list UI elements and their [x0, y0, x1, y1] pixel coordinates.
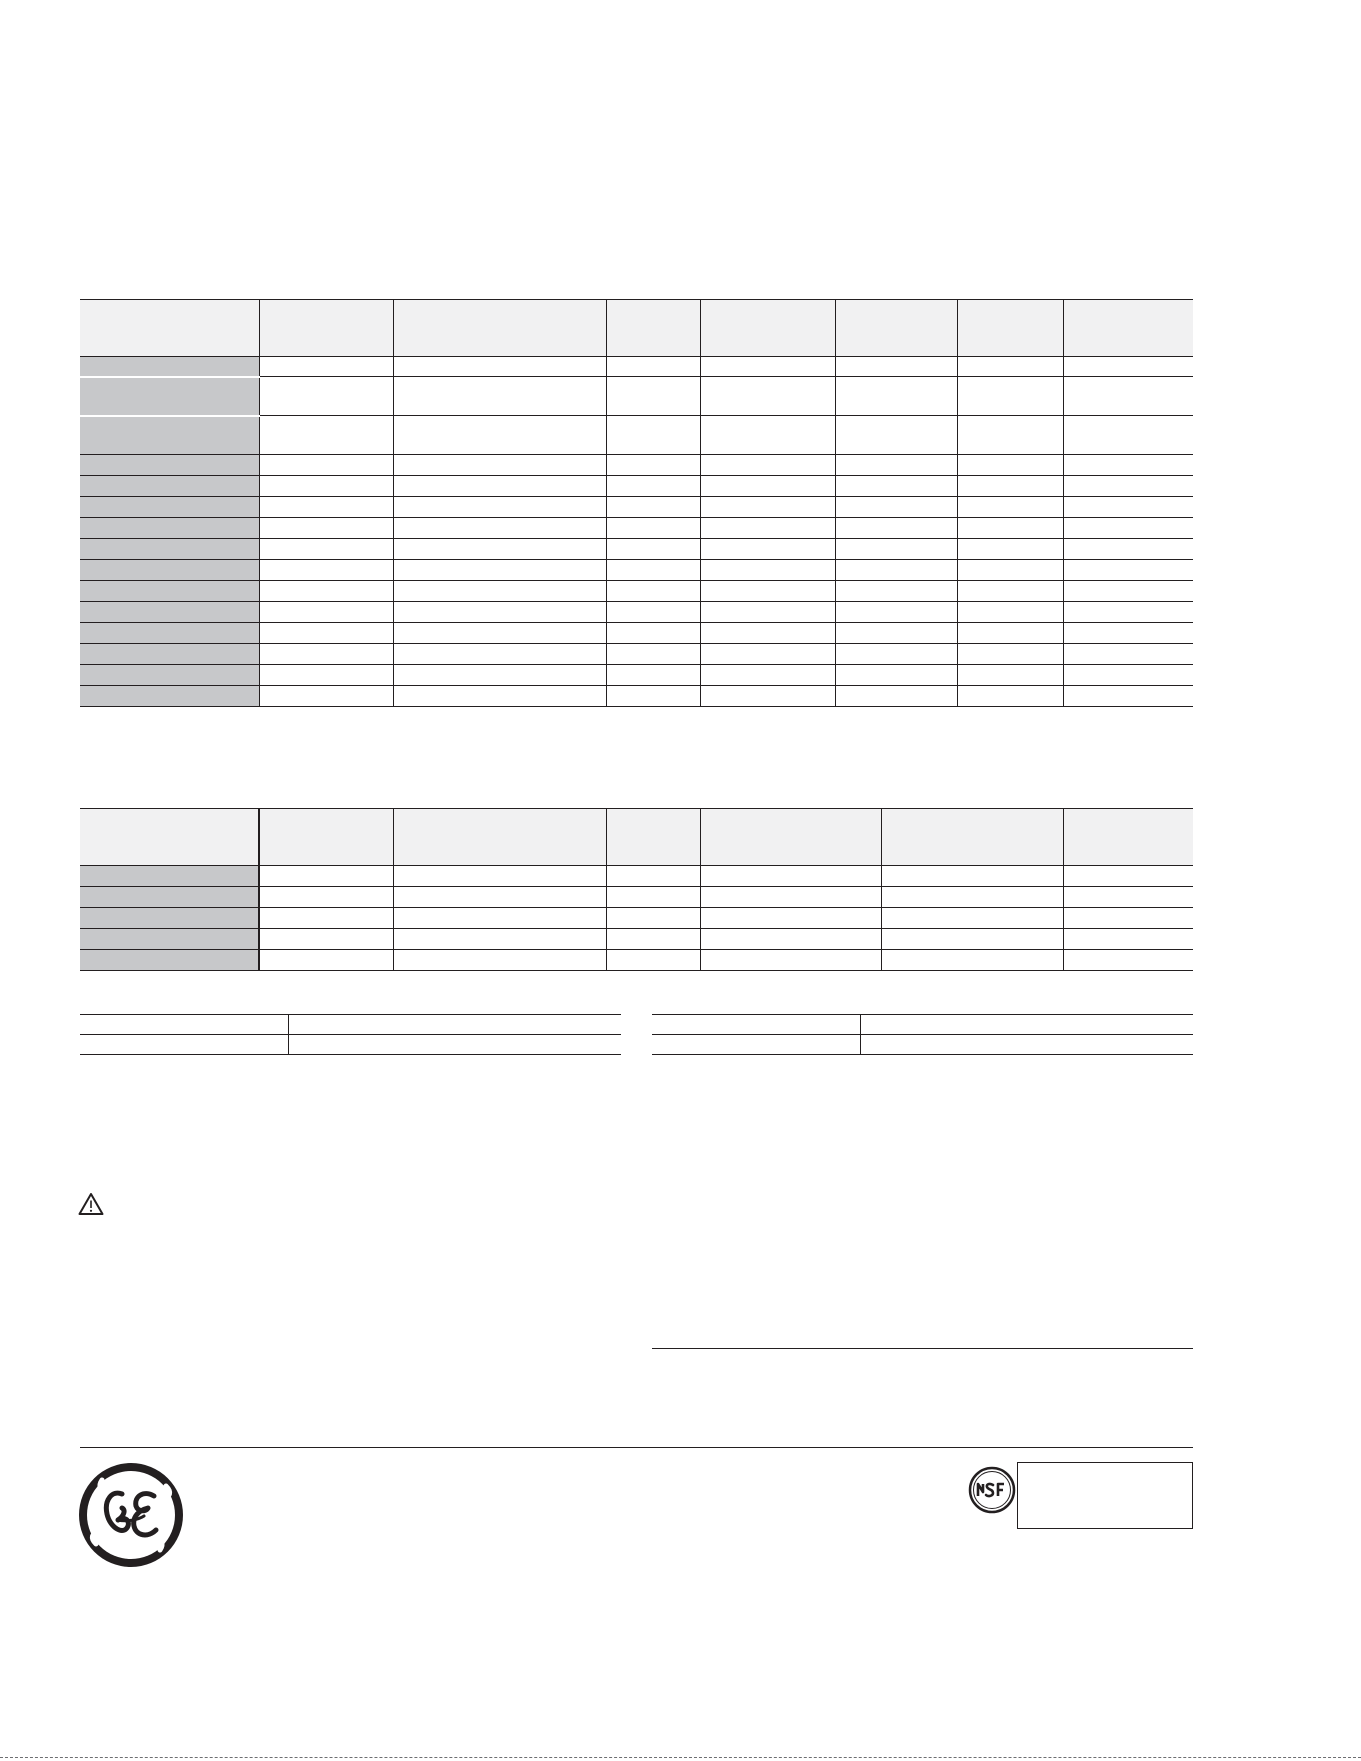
table-row [652, 1035, 1193, 1055]
table-row [80, 416, 1193, 455]
table-row [80, 929, 1193, 950]
table-row [80, 950, 1193, 971]
table-row [652, 1015, 1193, 1035]
table-row [80, 908, 1193, 929]
table-row [80, 866, 1193, 887]
mini-table-right [652, 1014, 1193, 1055]
page-edge-dashes [0, 1757, 1361, 1758]
table-row [80, 476, 1193, 497]
table-row [80, 497, 1193, 518]
table-header-row [80, 300, 1193, 357]
table-row [80, 560, 1193, 581]
spec-table-bottom [80, 808, 1193, 971]
table-header-row [80, 809, 1193, 866]
table-row [80, 644, 1193, 665]
section-divider [652, 1348, 1193, 1349]
table-row [80, 539, 1193, 560]
table-row [80, 623, 1193, 644]
certification-box [1017, 1462, 1193, 1529]
table-row [80, 602, 1193, 623]
table-row [80, 377, 1193, 416]
table-row [80, 686, 1193, 707]
spec-table-top [80, 299, 1193, 707]
mini-table-left [80, 1014, 621, 1055]
table-row [80, 887, 1193, 908]
table-row [80, 581, 1193, 602]
nsf-logo [968, 1466, 1016, 1514]
footer-divider [80, 1447, 1193, 1448]
table-row [80, 518, 1193, 539]
ge-logo [78, 1462, 184, 1568]
table-row [80, 1015, 621, 1035]
warning-triangle-icon [78, 1192, 104, 1216]
table-row [80, 1035, 621, 1055]
table-row [80, 357, 1193, 377]
table-row [80, 455, 1193, 476]
table-row [80, 665, 1193, 686]
